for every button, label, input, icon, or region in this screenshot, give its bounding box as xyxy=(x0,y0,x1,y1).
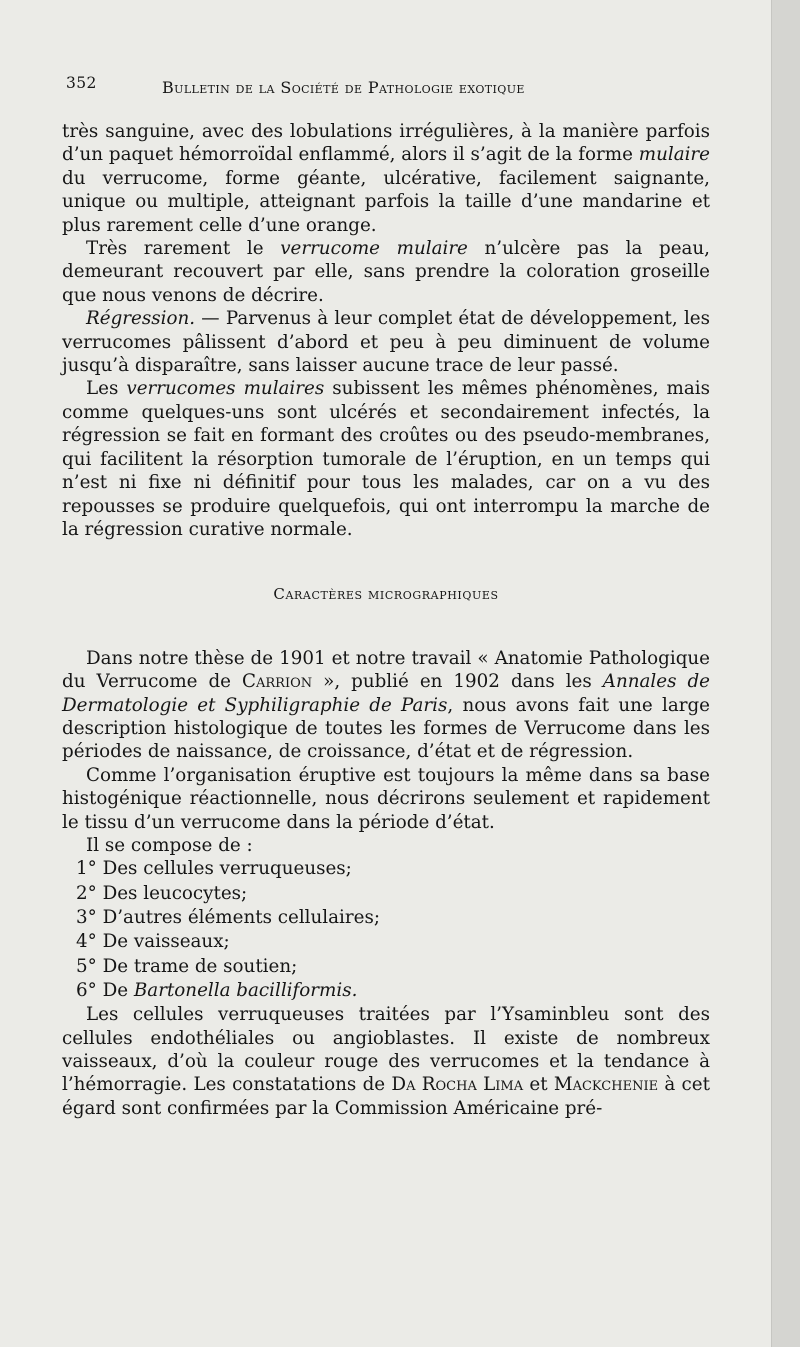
component-list xyxy=(62,857,710,1003)
paragraph xyxy=(62,237,710,307)
author-name: Mackchenie xyxy=(553,1074,659,1096)
paragraph xyxy=(62,377,710,541)
list-item: 2° Des leucocytes; xyxy=(76,882,248,904)
text: et xyxy=(523,1074,554,1096)
list-item: 4° De vaisseaux; xyxy=(76,931,230,953)
paragraph: Comme l’organisation éruptive est toujours la même dans sa base histogénique réactionnelle, nous décrirons seulement et rapidement le tissu d’un verrucome dans la période d’état. xyxy=(62,764,710,833)
text: », publié en 1902 dans les xyxy=(312,671,603,693)
running-title: Bulletin de la Société de Pathologie exotique xyxy=(162,78,525,97)
paragraph: Il se compose de : xyxy=(86,834,253,856)
list-item: 3° D’autres éléments cellulaires; xyxy=(76,906,380,928)
text: — Parvenus à leur complet état de développement, les verrucomes pâlissent d’abord et peu à peu diminuent de volume jusqu’à disparaître, sans laisser aucune trace de leur passé. xyxy=(62,308,710,377)
page-number: 352 xyxy=(66,74,97,92)
paragraph xyxy=(62,1003,710,1120)
paragraph xyxy=(62,647,710,764)
italic-text: verrucome mulaire xyxy=(280,238,468,260)
text: , nous avons fait une large description histologique de toutes les formes de Verrucome dans les périodes de naissance, de croissance, d’état et de régression. xyxy=(62,694,710,763)
section-heading: Caractères micrographiques xyxy=(273,585,499,604)
author-name: Da Rocha Lima xyxy=(391,1074,524,1096)
italic-text: verrucomes mulaires xyxy=(126,378,325,400)
text: très sanguine, avec des lobulations irrégulières, à la manière parfois d’un paquet hémorroïdal enflammé, alors il s’agit de la forme xyxy=(62,121,710,166)
page-edge xyxy=(771,0,800,1347)
italic-heading: Régression. xyxy=(86,308,196,330)
list-item xyxy=(62,979,710,1003)
author-name: Carrion xyxy=(242,671,313,693)
text: du verrucome, forme géante, ulcérative, facilement saignante, unique ou multiple, atteignant parfois la taille d’une mandarine et plus rarement celle d’une orange. xyxy=(62,167,710,236)
text: Les xyxy=(86,378,127,400)
text: Très rarement le xyxy=(86,238,281,260)
text: 6° De xyxy=(76,979,134,1001)
paragraph xyxy=(62,307,710,377)
text: n’ulcère pas la peau, demeurant recouvert par elle, sans prendre la coloration groseille que nous venons de décrire. xyxy=(62,238,710,306)
list-item: 5° De trame de soutien; xyxy=(76,955,298,977)
text: Les cellules verruqueuses traitées par l’Ysaminbleu sont des cellules endothéliales ou angioblastes. Il existe de nombreux vaisseaux, d’où la couleur rouge des verrucomes et la tendance à l’hémorragie. Les constatations de xyxy=(62,1004,710,1096)
italic-text: Bartonella bacilliformis. xyxy=(133,979,358,1001)
text: subissent les mêmes phénomènes, mais comme quelques-uns sont ulcérés et secondairement infectés, la régression se fait en formant des croûtes ou des pseudo-membranes, qui facilitent la résorption tumorale de l’éruption, en un temps qui n’est ni fixe ni définitif pour tous les malades, car on a vu des repousses se produire quelquefois, qui ont interrompu la marche de la régression curative normale. xyxy=(62,378,710,540)
page-body xyxy=(62,120,710,1120)
text: à cet égard sont confirmées par la Commission Américaine pré- xyxy=(62,1074,710,1119)
text: Dans notre thèse de 1901 et notre travail « Anatomie Pathologique du Verrucome de xyxy=(62,647,710,693)
paragraph xyxy=(62,120,710,237)
list-item: 1° Des cellules verruqueuses; xyxy=(76,858,352,880)
italic-text: mulaire xyxy=(638,144,710,166)
journal-title: Annales de Dermatologie et Syphiligraphie de Paris xyxy=(62,671,710,716)
